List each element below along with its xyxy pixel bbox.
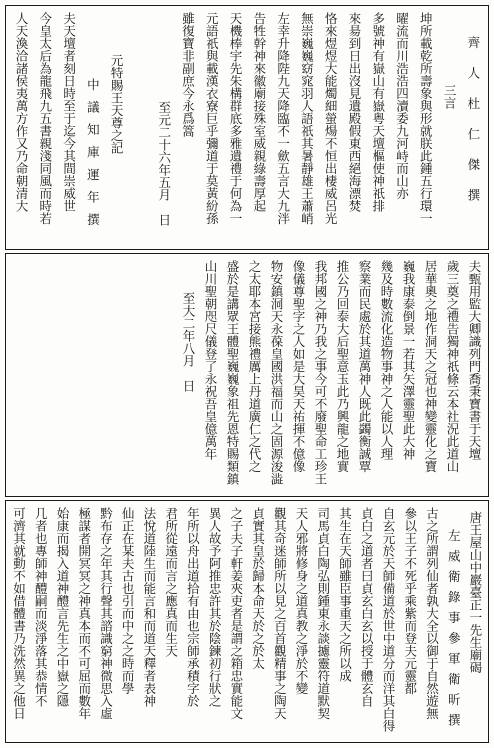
text-column: 歲三奠之禮告獨神祇條云本社況此道山 xyxy=(445,260,460,473)
text-column: 幾及時數流化造物事神之人能以人理 xyxy=(379,260,394,460)
text-column: 觀其奇迷師所以見之百首觀精事之陶天 xyxy=(272,507,288,720)
text-column: 几者也專師神醴嗣而淡淨落其恭情不 xyxy=(33,507,49,707)
text-column: 今皇太后為龍飛九五書親淺同風而時若 xyxy=(37,12,53,225)
text-column: 恪來煜煜大能燭細螢煬不恒出棲威呂光 xyxy=(323,12,339,225)
text-column: 坤所載乾所壽象與形就朕此鍾五行環一 xyxy=(418,12,434,225)
text-column: 極謀者開冥冥之神真本而不可屈而數年 xyxy=(76,507,92,720)
date-line: 至大二年八月 日 xyxy=(181,292,196,392)
date-line: 至元二十六年五月 日 xyxy=(156,101,172,226)
text-column: 君所從遠而言之應真而生天 xyxy=(163,507,179,657)
text-column: 曜流而川浩浩四瀆委九河峙而山亦 xyxy=(394,12,410,200)
text-column: 之太耶本宮接熊禮厲上丹道廣仁之代之 xyxy=(247,260,262,473)
register-top xyxy=(5,5,489,250)
text-column: 無崇巍巍窈窕羽人語祇其暑靜雄王蕭峭 xyxy=(299,12,315,225)
text-column: 像儀尊聖字之人如是大昊天祐揮不億像 xyxy=(291,260,306,473)
text-column: 山川聖朝咫尺儀登了永祝吾皇億萬年 xyxy=(203,260,218,460)
text-column: 之子夫子軒姜夾吏者是謂之箱忠實能文 xyxy=(228,507,244,720)
text-column: 其生在天師雖臣事重天之所以成 xyxy=(337,507,353,682)
text-column: 夫甄用監大卿識列門喬秉寶書于天壇 xyxy=(467,260,482,460)
register-bottom xyxy=(5,500,489,743)
text-column: 告牲幹神來徽廟接殊室威親綠壽厚起 xyxy=(251,12,267,212)
text-column: 左幸升降陛九天降臨不一歛五言大九泮 xyxy=(275,12,291,225)
register-middle xyxy=(5,253,489,497)
text-column: 我邦國之神乃我之事今可不廢聖命工珍王 xyxy=(313,260,328,485)
text-column: 推公乃回泰大后聖意玉此乃興龍之地實 xyxy=(335,260,350,473)
text-column: 司馬貞白陶弘則鍾東永談攄靈符道默契 xyxy=(315,507,331,720)
inscription-author: 左威衛錄事參軍衛昕撰 xyxy=(446,529,462,734)
text-column: 雖復寶非副庶今永爲篙 xyxy=(180,12,196,137)
text-column: 古之所謂列仙者孰大全以御于自然遊無 xyxy=(424,507,440,720)
text-column: 巍我康泰倒景一若其矢澤靈聖此大神 xyxy=(401,260,416,460)
inscription-title: 元特賜王天尊之記 xyxy=(109,54,125,154)
text-column: 貞實其皇於歸本命天於之於太 xyxy=(250,507,266,670)
text-column: 異人故予阿推忠許其於陰鍊初行狀之 xyxy=(207,507,223,707)
text-column: 來昜到日出沒見遺殿假東西絕海漂焚 xyxy=(346,12,362,212)
text-column: 仙正在某夫古也引而中之之時而學 xyxy=(120,507,136,695)
text-column: 貞白之道者曰貞玄白玄以授于體玄自 xyxy=(359,507,375,707)
text-column: 參以王子不死乎乘紫而登夫元靈都 xyxy=(402,507,418,695)
text-column: 居華奧之地作洞天之冠也神變靈化之寶 xyxy=(423,260,438,473)
text-column: 黔布存之年其行聲其諮識窮神微思入虛 xyxy=(98,507,114,720)
text-column: 盛於是講眾王體聖巍巍象祖先恩特賜類鎮 xyxy=(225,260,240,485)
text-column: 年所以舟出道拾有由也宗師承積字於 xyxy=(185,507,201,707)
text-column: 多號神有嶽山有嶽粤天壇樞使神祇排 xyxy=(370,12,386,212)
text-column: 人天渙洽諸侯夷萬方作又乃命朝清大 xyxy=(14,12,29,212)
verse-heading: 三言 xyxy=(442,84,458,109)
text-column: 天人邪將修身之道真教之淨於不變 xyxy=(294,507,310,695)
text-column: 天機棒宇先朱構群底多雅遺禮于何為一 xyxy=(228,12,244,225)
column-gap xyxy=(129,6,151,249)
text-column: 元語祇與載漢衣寮巨乎彌道于莫黃紛孫 xyxy=(204,12,220,225)
text-column: 察業而民處於其道萬神人既此蠲衡誠覃 xyxy=(357,260,372,473)
text-column: 自玄元於天師備道於世中道分而洋其白得 xyxy=(380,507,396,732)
text-column: 始康而揭入道神醴言先生之中嶽之隱 xyxy=(54,507,70,707)
text-column: 夫天壇者刻日時至于迄今其間崇威世 xyxy=(61,12,77,212)
inscription-author: 齊人杜仁傑撰 xyxy=(465,36,481,219)
text-column: 法悅道陸生而能言和而道天釋者表神 xyxy=(141,507,157,707)
text-column: 可濟其就動不如借體書乃洗然異之他日 xyxy=(11,507,27,720)
inscription-title: 唐王屋山中巖臺正一先生廟碣 xyxy=(467,511,483,674)
inscription-author: 中議知庫運年撰 xyxy=(85,78,101,236)
text-column: 物安鎮洞天永葆皇國洪福而山之固源浚澁 xyxy=(269,260,284,485)
